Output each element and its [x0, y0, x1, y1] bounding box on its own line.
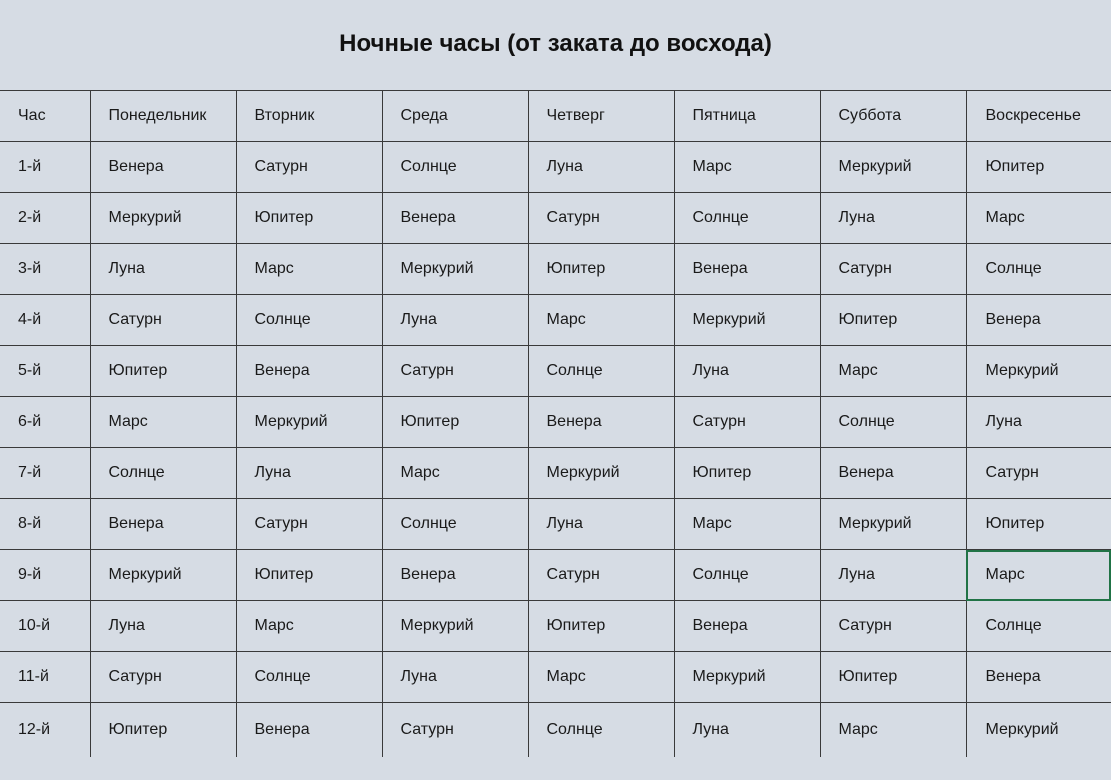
planet-cell[interactable]: Меркурий [90, 550, 236, 601]
planet-cell[interactable]: Солнце [966, 244, 1111, 295]
planet-cell[interactable]: Марс [382, 448, 528, 499]
planet-cell[interactable]: Луна [236, 448, 382, 499]
planet-cell[interactable]: Луна [820, 193, 966, 244]
planet-cell[interactable]: Луна [382, 295, 528, 346]
planet-cell[interactable]: Луна [966, 397, 1111, 448]
planet-cell[interactable]: Венера [382, 550, 528, 601]
selected-cell[interactable]: Марс [966, 550, 1111, 601]
header-cell-hour[interactable]: Час [0, 91, 90, 142]
planet-cell[interactable]: Меркурий [382, 601, 528, 652]
planet-cell[interactable]: Венера [966, 295, 1111, 346]
planet-cell[interactable]: Луна [674, 703, 820, 757]
planet-cell[interactable]: Марс [820, 703, 966, 757]
table-row [0, 346, 1111, 397]
planet-cell[interactable]: Марс [674, 142, 820, 193]
planet-cell[interactable]: Юпитер [236, 193, 382, 244]
table-row [0, 499, 1111, 550]
planet-cell[interactable]: Юпитер [90, 703, 236, 757]
planet-cell[interactable]: Меркурий [674, 295, 820, 346]
planet-cell[interactable]: Венера [382, 193, 528, 244]
table-row [0, 244, 1111, 295]
planet-cell[interactable]: Сатурн [236, 142, 382, 193]
planet-cell[interactable]: Луна [90, 601, 236, 652]
header-cell-day[interactable]: Вторник [236, 91, 382, 142]
hour-cell[interactable]: 4-й [0, 295, 90, 346]
header-cell-day[interactable]: Пятница [674, 91, 820, 142]
hour-cell[interactable]: 10-й [0, 601, 90, 652]
planet-cell[interactable]: Солнце [674, 193, 820, 244]
planet-cell[interactable]: Венера [90, 142, 236, 193]
planet-cell[interactable]: Сатурн [382, 703, 528, 757]
planet-cell[interactable]: Венера [236, 346, 382, 397]
planet-cell[interactable]: Марс [674, 499, 820, 550]
planet-cell[interactable]: Юпитер [528, 244, 674, 295]
planet-cell[interactable]: Венера [236, 703, 382, 757]
planet-cell[interactable]: Солнце [236, 295, 382, 346]
planet-cell[interactable]: Сатурн [820, 244, 966, 295]
header-cell-day[interactable]: Четверг [528, 91, 674, 142]
hour-cell[interactable]: 7-й [0, 448, 90, 499]
planet-cell[interactable]: Сатурн [90, 652, 236, 703]
planet-cell[interactable]: Юпитер [820, 295, 966, 346]
hour-cell[interactable]: 9-й [0, 550, 90, 601]
planet-cell[interactable]: Меркурий [528, 448, 674, 499]
table-row [0, 448, 1111, 499]
planet-cell[interactable]: Марс [90, 397, 236, 448]
planet-cell[interactable]: Сатурн [236, 499, 382, 550]
planet-cell[interactable]: Луна [674, 346, 820, 397]
title-cell[interactable] [0, 0, 1111, 90]
sheet-title: Ночные часы (от заката до восхода) [339, 30, 772, 57]
planet-cell[interactable]: Меркурий [966, 703, 1111, 757]
hour-cell[interactable]: 6-й [0, 397, 90, 448]
table-row [0, 193, 1111, 244]
planet-cell[interactable]: Юпитер [674, 448, 820, 499]
planet-cell[interactable]: Меркурий [820, 142, 966, 193]
hour-cell[interactable]: 2-й [0, 193, 90, 244]
hour-cell[interactable]: 1-й [0, 142, 90, 193]
planet-cell[interactable]: Солнце [528, 346, 674, 397]
planet-cell[interactable]: Солнце [90, 448, 236, 499]
planet-cell[interactable]: Сатурн [966, 448, 1111, 499]
hour-cell[interactable]: 12-й [0, 703, 90, 757]
planet-cell[interactable]: Меркурий [966, 346, 1111, 397]
planet-cell[interactable]: Марс [236, 601, 382, 652]
planet-cell[interactable]: Меркурий [382, 244, 528, 295]
planet-cell[interactable]: Юпитер [382, 397, 528, 448]
planet-cell[interactable]: Меркурий [236, 397, 382, 448]
planet-cell[interactable]: Юпитер [236, 550, 382, 601]
planet-cell[interactable]: Сатурн [528, 193, 674, 244]
planet-cell[interactable]: Солнце [236, 652, 382, 703]
planet-cell[interactable]: Сатурн [90, 295, 236, 346]
planet-cell[interactable]: Марс [820, 346, 966, 397]
planet-cell[interactable]: Сатурн [528, 550, 674, 601]
planet-cell[interactable]: Луна [382, 652, 528, 703]
table-row [0, 601, 1111, 652]
planet-cell[interactable]: Марс [966, 193, 1111, 244]
planet-cell[interactable]: Солнце [382, 499, 528, 550]
planet-cell[interactable]: Луна [528, 499, 674, 550]
planet-cell[interactable]: Солнце [528, 703, 674, 757]
planet-cell[interactable]: Венера [674, 601, 820, 652]
table-row [0, 652, 1111, 703]
header-cell-day[interactable]: Суббота [820, 91, 966, 142]
table-row [0, 397, 1111, 448]
planet-cell[interactable]: Сатурн [674, 397, 820, 448]
planet-cell[interactable]: Юпитер [528, 601, 674, 652]
header-cell-day[interactable]: Понедельник [90, 91, 236, 142]
planet-cell[interactable]: Венера [674, 244, 820, 295]
table-row [0, 295, 1111, 346]
hour-cell[interactable]: 5-й [0, 346, 90, 397]
planet-cell[interactable]: Марс [528, 652, 674, 703]
planet-cell[interactable]: Марс [236, 244, 382, 295]
planet-cell[interactable]: Меркурий [820, 499, 966, 550]
planet-cell[interactable]: Юпитер [966, 142, 1111, 193]
planet-cell[interactable]: Солнце [674, 550, 820, 601]
hour-cell[interactable]: 11-й [0, 652, 90, 703]
planet-cell[interactable]: Солнце [966, 601, 1111, 652]
header-cell-day[interactable]: Воскресенье [966, 91, 1111, 142]
planetary-hours-table [0, 90, 1111, 757]
planet-cell[interactable]: Луна [528, 142, 674, 193]
hour-cell[interactable]: 3-й [0, 244, 90, 295]
header-cell-day[interactable]: Среда [382, 91, 528, 142]
planet-cell[interactable]: Венера [90, 499, 236, 550]
planet-cell[interactable]: Сатурн [820, 601, 966, 652]
table-row [0, 703, 1111, 757]
planet-cell[interactable]: Луна [820, 550, 966, 601]
planet-cell[interactable]: Солнце [820, 397, 966, 448]
hour-cell[interactable]: 8-й [0, 499, 90, 550]
table-row [0, 550, 1111, 601]
planet-cell[interactable]: Венера [966, 652, 1111, 703]
table-row [0, 142, 1111, 193]
planet-cell[interactable]: Юпитер [966, 499, 1111, 550]
planet-cell[interactable]: Солнце [382, 142, 528, 193]
planet-cell[interactable]: Юпитер [90, 346, 236, 397]
planet-cell[interactable]: Венера [528, 397, 674, 448]
planet-cell[interactable]: Меркурий [674, 652, 820, 703]
header-row [0, 91, 1111, 142]
planet-cell[interactable]: Меркурий [90, 193, 236, 244]
planet-cell[interactable]: Луна [90, 244, 236, 295]
planet-cell[interactable]: Сатурн [382, 346, 528, 397]
planet-cell[interactable]: Марс [528, 295, 674, 346]
planet-cell[interactable]: Юпитер [820, 652, 966, 703]
planet-cell[interactable]: Венера [820, 448, 966, 499]
